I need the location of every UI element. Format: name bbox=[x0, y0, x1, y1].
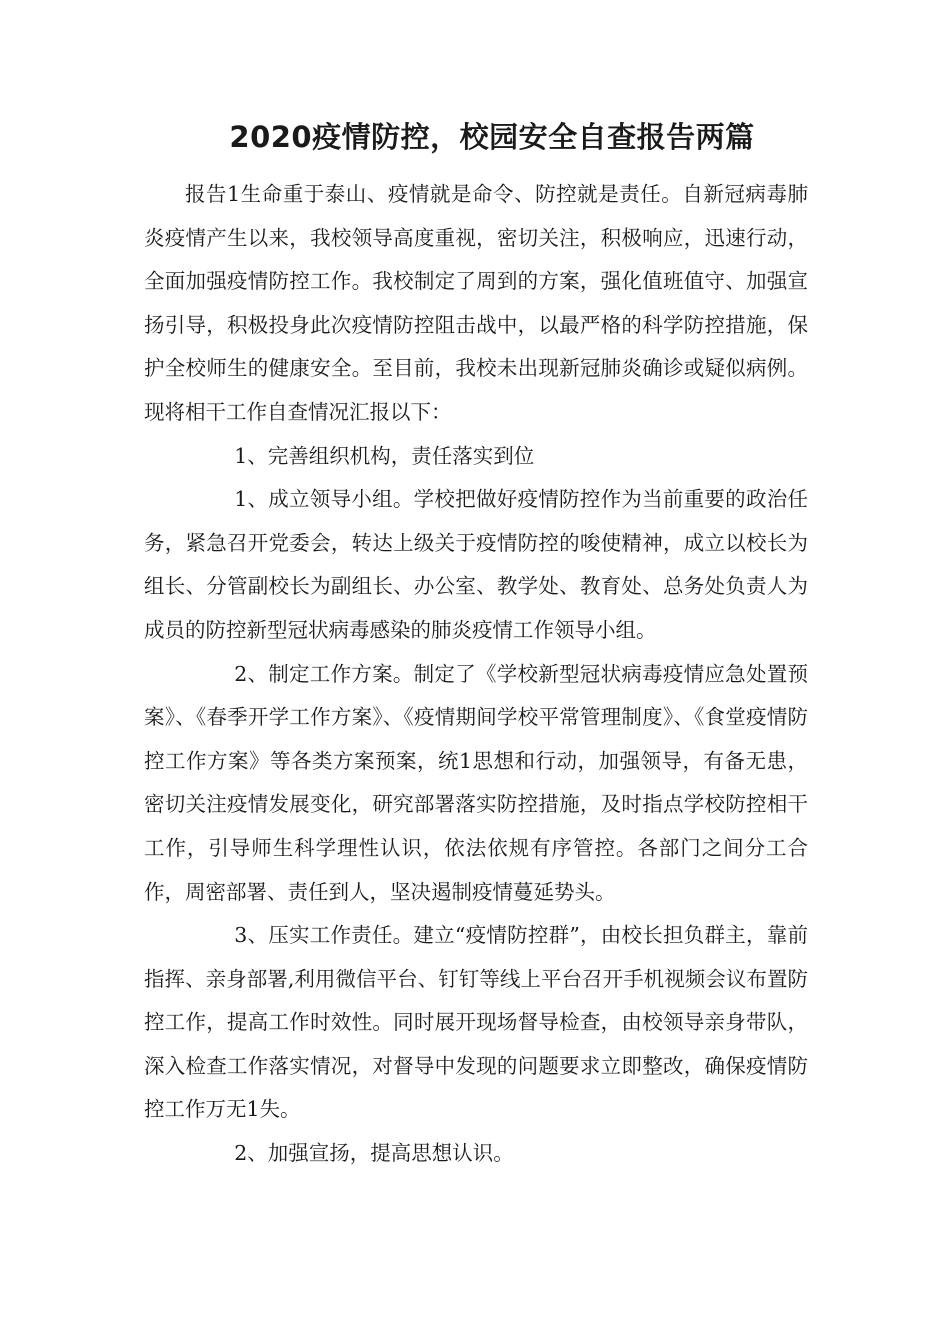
paragraph-leadership-group: 1、成立领导小组。学校把做好疫情防控作为当前重要的政治任务，紧急召开党委会，转达上级关于疫情防控的唆使精神，成立以校长为组长、分管副校长为副组长、办公室、教学处、教育处、总务处负责人为成员的防控新型冠状病毒感染的肺炎疫情工作领导小组。 bbox=[144, 487, 808, 642]
document-title: 2020疫情防控，校园安全自查报告两篇 bbox=[229, 120, 755, 154]
section-heading-organization: 1、完善组织机构，责任落实到位 bbox=[234, 443, 535, 468]
document-body bbox=[144, 173, 808, 1176]
paragraph-work-plan: 2、制定工作方案。制定了《学校新型冠状病毒疫情应急处置预案》、《春季开学工作方案》、《疫情期间学校平常管理制度》、《食堂疫情防控工作方案》等各类方案预案，统1思想和行动，加强领导，有备无患，密切关注疫情发展变化，研究部署落实防控措施，及时指点学校防控相干工作，引导师生科学理性认识，依法依规有序管控。各部门之间分工合作，周密部署、责任到人，坚决遏制疫情蔓延势头。 bbox=[144, 661, 808, 904]
section-heading-publicity: 2、加强宣扬，提高思想认识。 bbox=[234, 1141, 514, 1166]
paragraph-intro: 报告1生命重于泰山、疫情就是命令、防控就是责任。自新冠病毒肺炎疫情产生以来，我校领导高度重视，密切关注，积极响应，迅速行动，全面加强疫情防控工作。我校制定了周到的方案，强化值班值守、加强宣扬引导，积极投身此次疫情防控阻击战中，以最严格的科学防控措施，保护全校师生的健康安全。至目前，我校未出现新冠肺炎确诊或疑似病例。现将相干工作自查情况汇报以下： bbox=[144, 182, 808, 424]
paragraph-responsibility: 3、压实工作责任。建立“疫情防控群”，由校长担负群主，靠前指挥、亲身部署,利用微信平台、钉钉等线上平台召开手机视频会议布置防控工作，提高工作时效性。同时展开现场督导检查，由校领导亲身带队，深入检查工作落实情况，对督导中发现的问题要求立即整改，确保疫情防控工作万无1失。 bbox=[144, 923, 808, 1122]
